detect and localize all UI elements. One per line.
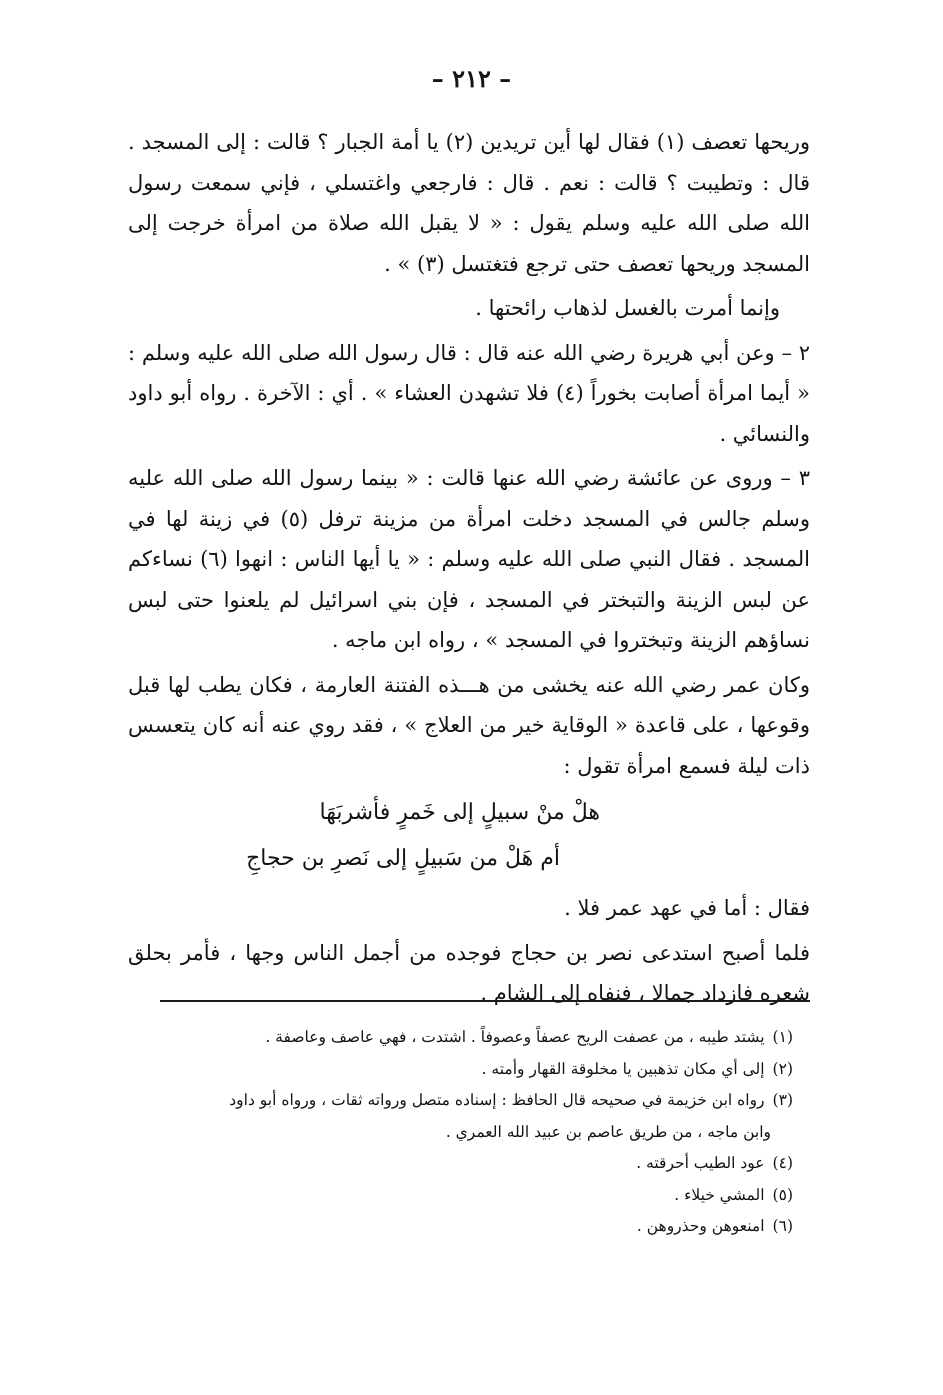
footnote-text: المشي خيلاء . — [674, 1185, 765, 1204]
footnote-text-continued: وابن ماجه ، من طريق عاصم بن عبيد الله العمري . — [445, 1122, 771, 1141]
footnote-3 — [128, 1085, 793, 1148]
footnote-marker: (٤) — [772, 1154, 793, 1172]
paragraph-umar-reply: فقال : أما في عهد عمر فلا . — [564, 896, 810, 920]
poem — [128, 790, 810, 882]
footnote-text: عود الطيب أحرقته . — [636, 1154, 765, 1172]
paragraph-exile: فلما أصبح استدعى نصر بن حجاج فوجده من أجمل الناس وجها ، فأمر بحلق شعره فازداد جمالا ، فنفاه إلى الشام . — [128, 940, 810, 1005]
page-number: – ٢١٢ – — [431, 64, 512, 93]
paragraph-hadith-2: ٢ – وعن أبي هريرة رضي الله عنه قال : قال رسول الله صلى الله عليه وسلم : « أيما امرأة أصابت بخوراً (٤) فلا تشهدن العشاء » . أي : الآخرة . رواه أبو داود والنسائي . — [128, 340, 810, 446]
main-text — [128, 122, 810, 1018]
footnote-1 — [128, 1022, 793, 1054]
footnote-4 — [128, 1148, 793, 1180]
footnote-marker: (٢) — [772, 1059, 793, 1078]
footnote-marker: (١) — [772, 1028, 793, 1046]
footnote-text: يشتد طيبه ، من عصفت الريح عصفاً وعصوفاً . اشتدت ، فهي عاصف وعاصفة . — [265, 1028, 765, 1046]
poem-line: أم هَلْ من سَبيلٍ إلى نَصرِ بن حجاجِ — [246, 846, 560, 871]
poem-line: هلْ منْ سبيلٍ إلى خَمرٍ فأشربَهَا — [319, 800, 600, 825]
paragraph-hadith-3: ٣ – وروى عن عائشة رضي الله عنها قالت : « بينما رسول الله صلى الله عليه وسلم جالس في المسجد دخلت امرأة من مزينة ترفل (٥) في زينة لها في المسجد . فقال النبي صلى الله عليه وسلم : « يا أيها الناس : انهوا (٦) نساءكم عن لبس الزينة والتبختر في المسجد ، فإن بني اسرائيل لم يلعنوا حتى لبس نساؤهم الزينة وتبختروا في المسجد » ، رواه ابن ماجه . — [128, 466, 810, 652]
paragraph-1: وريحها تعصف (١) فقال لها أين تريدين (٢) يا أمة الجبار ؟ قالت : إلى المسجد . قال : وتطيبت ؟ قالت : نعم . قال : فارجعي واغتسلي ، فإني سمعت رسول الله صلى الله عليه وسلم يقول : « لا يقبل الله صلاة من امرأة خرجت إلى المسجد وريحها تعصف حتى ترجع فتغتسل (٣) » . — [128, 130, 811, 276]
footnotes — [128, 1022, 793, 1243]
footnote-2 — [128, 1054, 793, 1086]
paragraph-2: وإنما أمرت بالغسل لذهاب رائحتها . — [475, 296, 780, 320]
footnote-text: رواه ابن خزيمة في صحيحه قال الحافظ : إسناده متصل ورواته ثقات ، ورواه أبو داود — [229, 1091, 765, 1109]
footnote-text: امنعوهن وحذروهن . — [636, 1217, 765, 1235]
footnote-text: إلى أي مكان تذهبين يا مخلوقة القهار وأمته . — [481, 1059, 765, 1078]
footnote-marker: (٥) — [772, 1185, 793, 1204]
paragraph-umar: وكان عمر رضي الله عنه يخشى من هـــذه الفتنة العارمة ، فكان يطب لها قبل وقوعها ، على قاعدة « الوقاية خير من العلاج » ، فقد روي عنه أنه كان يتعسس ذات ليلة فسمع امرأة تقول : — [128, 672, 810, 778]
footnote-6 — [128, 1211, 793, 1243]
footnote-separator — [160, 1000, 810, 1002]
footnote-marker: (٦) — [772, 1217, 793, 1235]
footnote-marker: (٣) — [772, 1091, 793, 1109]
footnote-5 — [128, 1180, 793, 1212]
